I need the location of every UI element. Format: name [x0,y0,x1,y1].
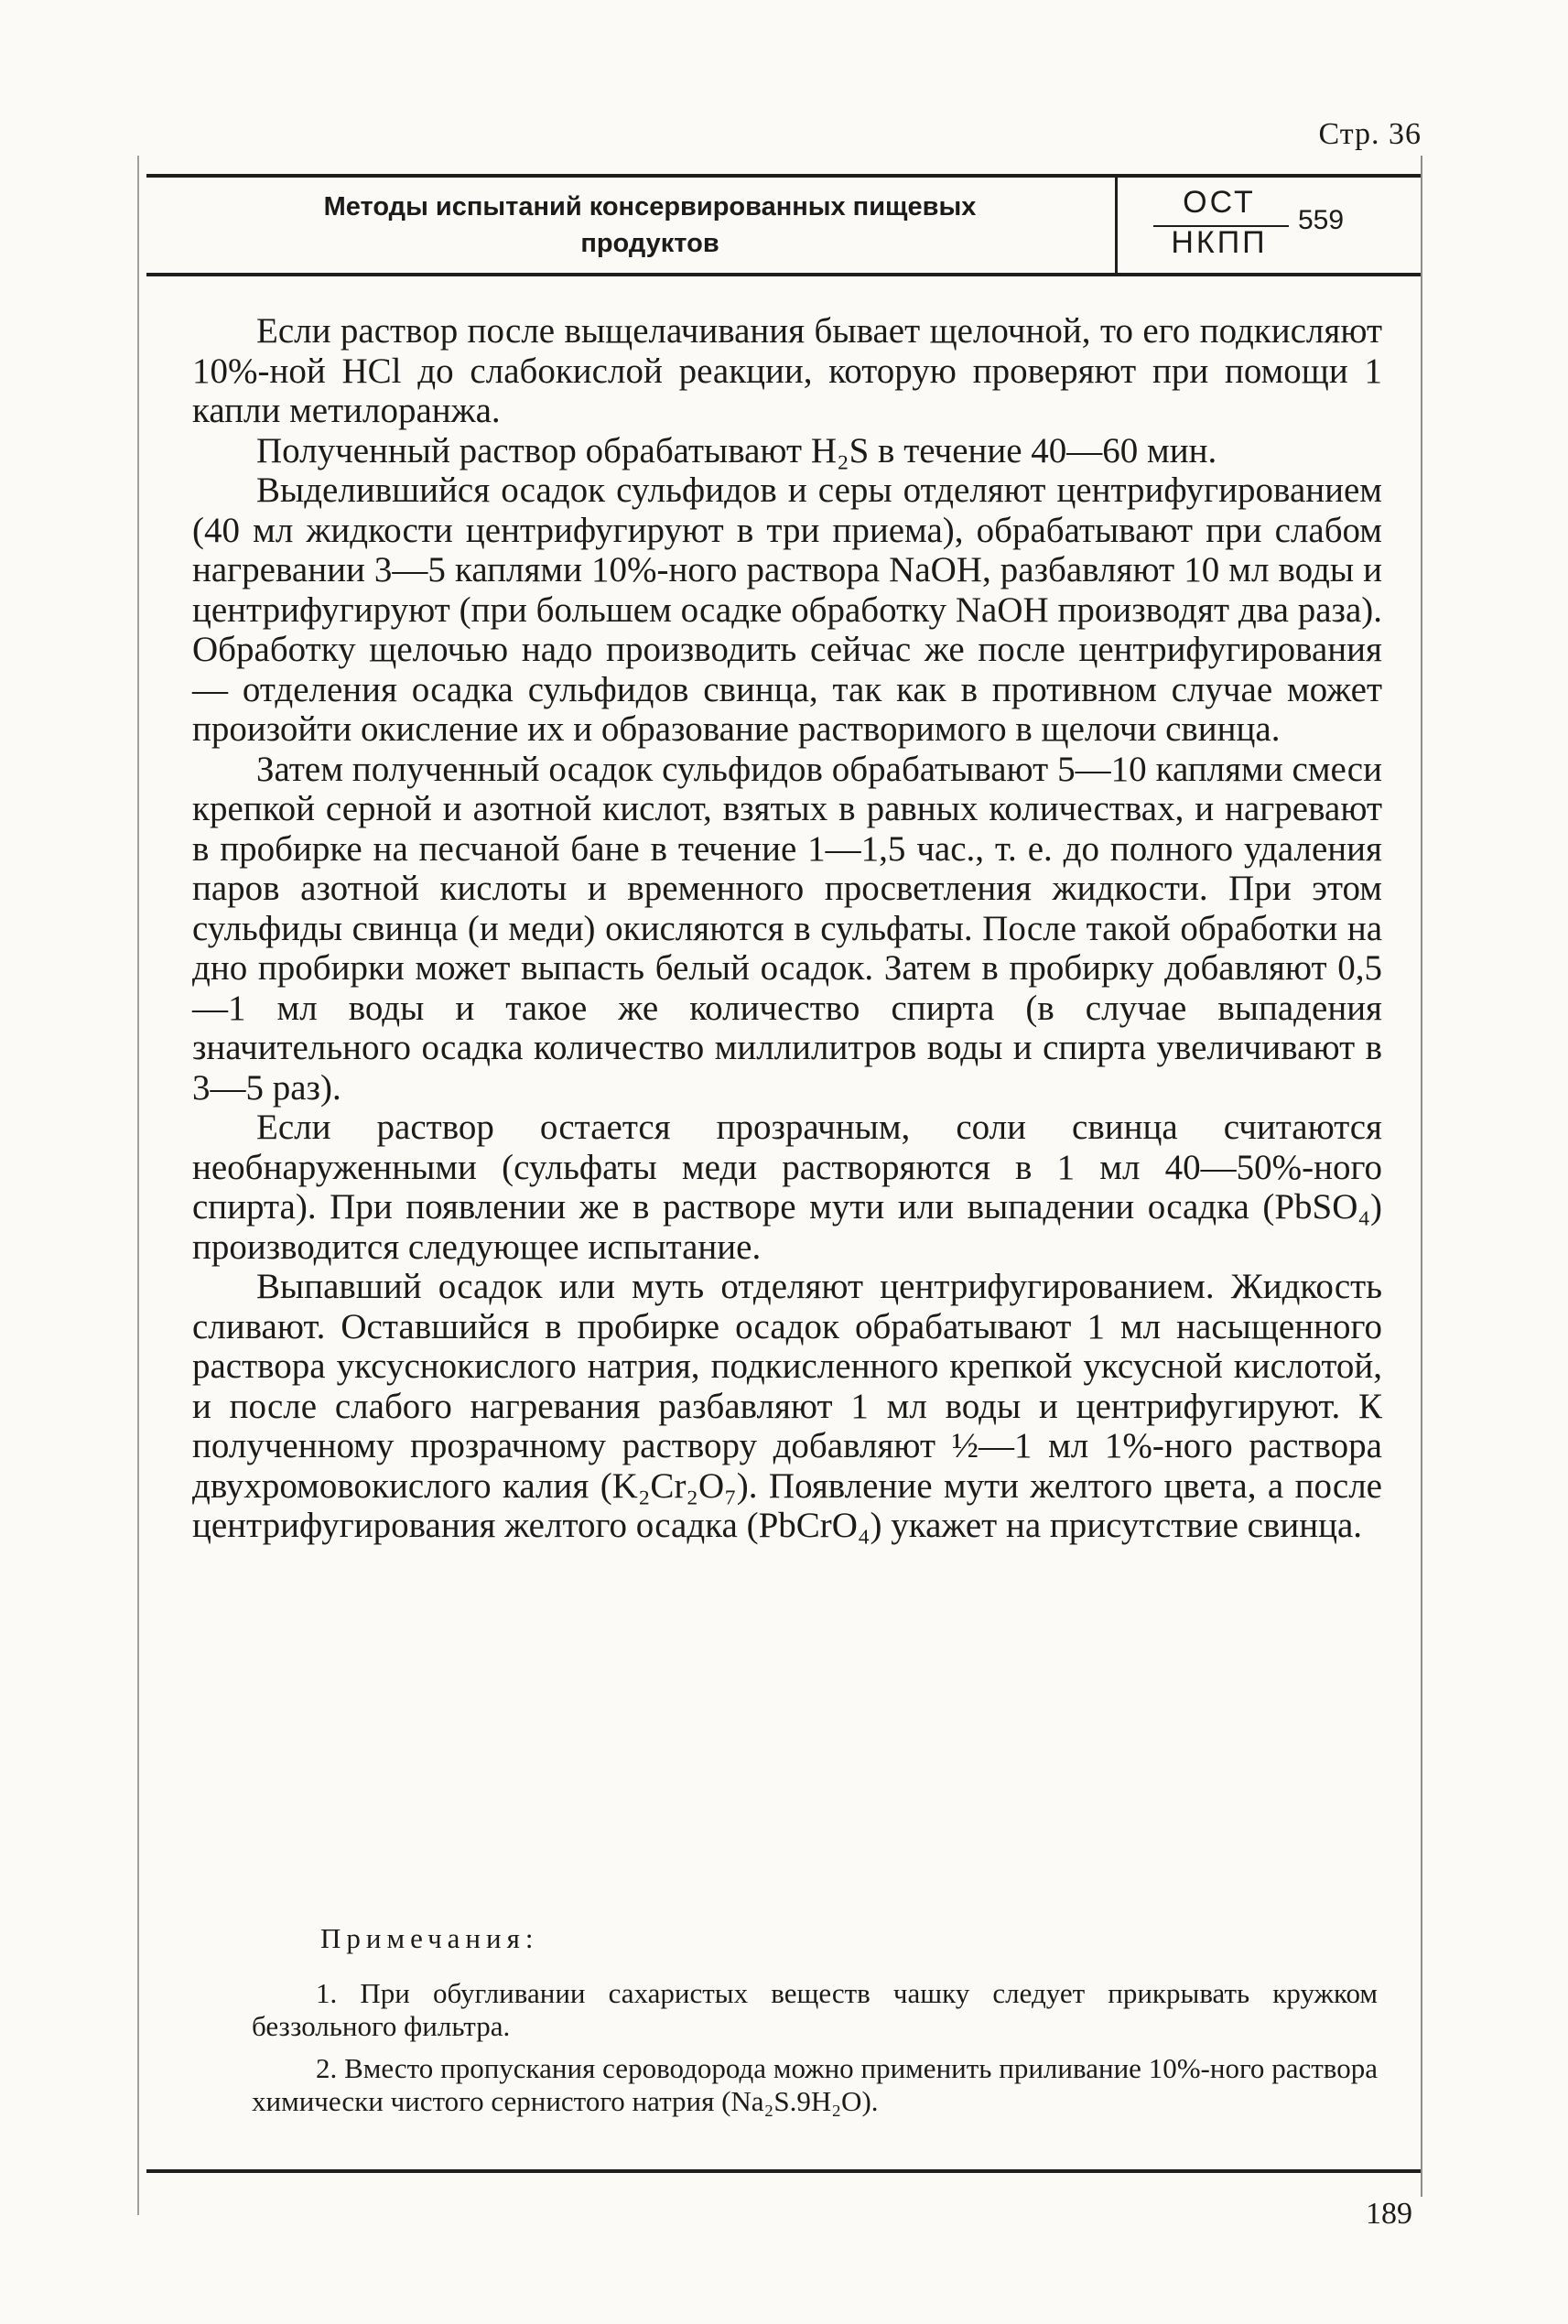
page-number-bottom: 189 [1366,2197,1412,2231]
header-bottom-rule [146,273,1421,276]
paragraph: Затем полученный осадок сульфидов обрабатывают 5—10 каплями смеси крепкой серной и азотной кислот, взятых в равных количествах, и нагревают в пробирке на песчаной бане в течение 1—1,5 час., т. е. до полного удаления паров азотной кислоты и временного просветления жидкости. При этом сульфиды свинца (и меди) окисляются в сульфаты. После такой обработки на дно пробирки может выпасть белый осадок. Затем в пробирку добавляют 0,5—1 мл воды и такое же количество спирта (в случае выпадения значительного осадка количество миллилитров воды и спирта увеличивают в 3—5 раз). [192,749,1382,1108]
note-item: 2. Вместо пропускания сероводорода можно применить приливание 10%-ного раствора химически чистого сернистого натрия (Na₂S.9H₂O). [252,2052,1378,2117]
document-header-title [238,189,1062,262]
notes-list [252,1977,1378,2127]
note-item: 1. При обугливании сахаристых веществ чашку следует прикрывать кружком беззольного фильтра. [252,1977,1378,2042]
body-text [192,311,1382,1546]
page-number-top: Стр. 36 [1318,117,1422,151]
header-divider [1115,178,1118,273]
standard-code: 559 [1298,205,1345,235]
footer-rule [146,2169,1421,2173]
standard-designation [1128,185,1402,267]
scan-right-edge [1421,156,1422,2197]
header-top-rule [146,174,1421,178]
standard-ost: ОСТ [1183,185,1256,220]
paragraph: Полученный раствор обрабатывают H₂S в течение 40—60 мин. [256,430,1217,470]
standard-nkpp: НКПП [1171,225,1268,260]
notes-heading: Примечания: [320,1922,539,1954]
header-title-line-2: продуктов [580,229,719,258]
paragraph: Если раствор остается прозрачным, соли свинца считаются необнаруженными (сульфаты меди растворяются в 1 мл 40—50%-ного спирта). При появлении же в растворе мути или выпадении осадка (PbSO₄) производится следующее испытание. [192,1108,1382,1267]
paragraph: Выпавший осадок или муть отделяют центрифугированием. Жидкость сливают. Оставшийся в пробирке осадок обрабатывают 1 мл насыщенного раствора уксуснокислого натрия, подкисленного крепкой уксусной кислотой, и после слабого нагревания разбавляют 1 мл воды и центрифугируют. К полученному прозрачному раствору добавляют ½—1 мл 1%-ного раствора двухромовокислого калия (K₂Cr₂O₇). Появление мути желтого цвета, а после центрифугирования желтого осадка (PbCrO₄) укажет на присутствие свинца. [192,1267,1382,1545]
paragraph: Если раствор после выщелачивания бывает щелочной, то его подкисляют 10%-ной HCl до слабокислой реакции, которую проверяют при помощи 1 капли метилоранжа. [192,311,1382,430]
paragraph: Выделившийся осадок сульфидов и серы отделяют центрифугированием (40 мл жидкости центрифугируют в три приема), обрабатывают при слабом нагревании 3—5 каплями 10%-ного раствора NaOH, разбавляют 10 мл воды и центрифугируют (при большем осадке обработку NaOH производят два раза). Обработку щелочью надо производить сейчас же после центрифугирования — отделения осадка сульфидов свинца, так как в противном случае может произойти окисление их и образование растворимого в щелочи свинца. [192,470,1382,749]
scan-left-edge [137,156,139,2215]
header-title-line-1: Методы испытаний консервированных пищевых [323,192,977,222]
